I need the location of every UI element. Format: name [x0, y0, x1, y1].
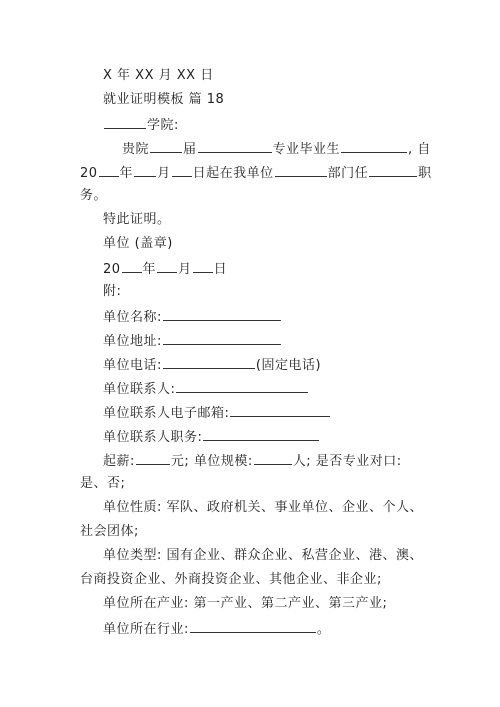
day-label: 日 — [213, 262, 228, 277]
seal-line: 单位 (盖章) — [103, 236, 173, 251]
unit-nature-line-1: 单位性质: 军队、政府机关、事业单位、企业、个人、 — [103, 500, 424, 515]
blank — [172, 164, 192, 177]
cert-p1-d: , 自 — [408, 142, 431, 157]
blank — [134, 164, 156, 177]
blank — [99, 164, 119, 177]
blank — [157, 260, 177, 273]
salary-line-1 — [103, 452, 402, 470]
blank — [203, 428, 319, 441]
field-label: 单位联系人: — [103, 382, 176, 397]
blank — [254, 452, 292, 465]
job-suffix: 职 — [418, 166, 432, 181]
phone-note: (固定电话) — [255, 358, 322, 373]
month-label: 月 — [178, 262, 192, 277]
field-label: 单位联系人电子邮箱: — [103, 406, 230, 421]
field-contact-position — [103, 428, 320, 446]
college-blank — [104, 116, 146, 129]
blank — [122, 260, 142, 273]
sign-date-line — [103, 260, 227, 278]
blank — [198, 140, 272, 153]
field-label: 单位地址: — [103, 334, 162, 349]
special-proof: 特此证明。 — [103, 212, 171, 227]
cert-line-3: 务。 — [80, 188, 108, 203]
year-label: 年 — [119, 166, 134, 181]
college-line — [103, 116, 179, 134]
blank — [230, 404, 330, 417]
unit-type-line-2: 台商投资企业、外商投资企业、其他企业、非企业; — [80, 572, 382, 587]
cert-line-1 — [122, 140, 431, 158]
blank — [136, 452, 170, 465]
cert-p1-c: 专业毕业生 — [272, 142, 341, 157]
industry-sector-line: 单位所在产业: 第一产业、第二产业、第三产业; — [103, 596, 388, 611]
dept-label: 部门任 — [327, 166, 369, 181]
field-label: 单位电话: — [103, 358, 162, 373]
college-suffix: 学院: — [147, 118, 179, 133]
unit-type-line-1: 单位类型: 国有企业、群众企业、私营企业、港、澳、 — [103, 548, 424, 563]
field-contact — [103, 380, 309, 398]
year-prefix: 20 — [103, 262, 121, 277]
blank — [190, 620, 316, 633]
field-unit-address — [103, 332, 282, 350]
date-line: X 年 XX 月 XX 日 — [103, 68, 214, 83]
blank — [275, 164, 327, 177]
field-contact-email — [103, 404, 331, 422]
field-label: 单位名称: — [103, 310, 162, 325]
field-label: 单位所在行业: — [103, 622, 189, 637]
year-label: 年 — [142, 262, 157, 277]
appendix-label: 附: — [103, 284, 122, 299]
unit-nature-line-2: 社会团体; — [80, 524, 139, 539]
field-unit-name — [103, 308, 282, 326]
blank — [163, 308, 281, 321]
year-prefix: 20 — [80, 166, 98, 181]
industry-line — [103, 620, 330, 638]
salary-label: 起薪: — [103, 454, 135, 469]
match-label: 人; 是否专业对口: — [292, 454, 402, 469]
field-unit-phone — [103, 356, 321, 374]
blank — [163, 332, 281, 345]
blank — [163, 356, 255, 369]
blank — [341, 140, 407, 153]
cert-p1-b: 届 — [183, 142, 197, 157]
size-label: 元; 单位规模: — [170, 454, 253, 469]
blank — [176, 380, 308, 393]
cert-line-2 — [80, 164, 432, 182]
field-label: 单位联系人职务: — [103, 430, 203, 445]
salary-line-2: 是、否; — [80, 476, 126, 491]
blank — [150, 140, 182, 153]
blank — [369, 164, 417, 177]
blank — [193, 260, 213, 273]
cert-p1-a: 贵院 — [122, 142, 150, 157]
period: 。 — [316, 622, 331, 637]
document-title: 就业证明模板 篇 18 — [103, 92, 225, 107]
month-label: 月 — [157, 166, 171, 181]
day-label: 日起在我单位 — [192, 166, 274, 181]
